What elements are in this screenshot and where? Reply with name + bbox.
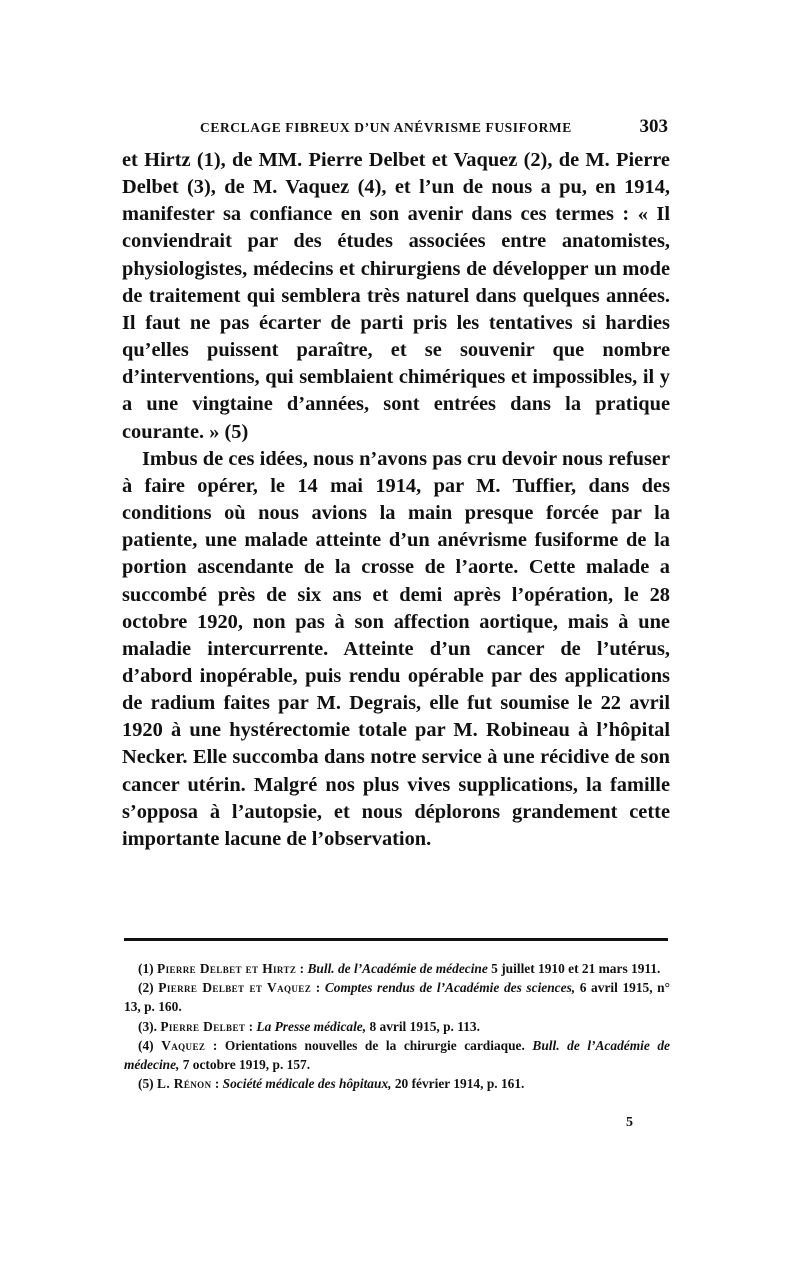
footnote [124, 959, 670, 978]
main-text [122, 147, 670, 853]
paragraph: Imbus de ces idées, nous n’avons pas cru devoir nous refuser à faire opérer, le 14 mai 1914, par M. Tuffier, dans des conditions où nous avions la main presque forcée par la patiente, une malade atteinte d’un anévrisme fusiforme de la portion ascendante de la crosse de l’aorte. Cette malade a succombé près de six ans et demi après l’opération, le 28 octobre 1920, non pas à son affection aortique, mais à une maladie intercurrente. Atteinte d’un cancer de l’utérus, d’abord inopérable, puis rendu opérable par des applications de radium faites par M. Degrais, elle fut soumise le 22 avril 1920 à une hystérectomie totale par M. Robineau à l’hôpital Necker. Elle succomba dans notre service à une récidive de son cancer utérin. Malgré nos plus vives supplications, la famille s’opposa à l’autopsie, et nous déplorons grandement cette importante lacune de l’observation. [122, 447, 670, 850]
footnote-marker: (2) [138, 980, 154, 996]
footnote-separator-text: : [211, 1076, 223, 1092]
page-number: 303 [639, 116, 668, 137]
footnote-details: 5 juillet 1910 et 21 mars 1911. [487, 961, 661, 976]
running-title: CERCLAGE FIBREUX D’UN ANÉVRISME FUSIFORME [200, 120, 572, 135]
footnote-marker: (3). [138, 1018, 157, 1034]
footnote-separator-text: : [296, 961, 308, 976]
footnote [124, 1074, 670, 1093]
footnote-authors: Pierre Delbet [160, 1018, 246, 1034]
footnote-separator-text: : Orientations nouvelles de la chirurgie cardiaque. [205, 1037, 533, 1053]
footnote-source: Bull. de l’Académie de médecine [307, 961, 488, 976]
footnote [124, 1036, 670, 1074]
signature-mark: 5 [626, 1115, 633, 1130]
footnotes [124, 959, 670, 1093]
footnote-marker: (4) [138, 1037, 154, 1053]
footnote-marker: (1) [138, 961, 154, 976]
footnote-authors: Vaquez [161, 1037, 206, 1053]
footnote-source: Bull. de l’Académie de médecine, [124, 1037, 670, 1073]
footnote-details: 20 février 1914, p. 161. [391, 1076, 525, 1092]
footnote-source: La Presse médicale, [256, 1018, 367, 1034]
footnote-details: 7 octobre 1919, p. 157. [179, 1057, 311, 1073]
footnote-source: Société médicale des hôpitaux, [222, 1076, 392, 1092]
footnote-authors: L. Rénon [156, 1076, 212, 1092]
footnote [124, 978, 670, 1016]
footnote-separator-text: : [245, 1018, 257, 1034]
footnote-separator-text: : [311, 980, 325, 996]
footnote-marker: (5) [138, 1076, 154, 1092]
footnote-separator [124, 938, 668, 941]
running-header [200, 116, 668, 140]
footnote-source: Comptes rendus de l’Académie des sciences, [324, 980, 576, 996]
footnote-details: 8 avril 1915, p. 113. [366, 1018, 480, 1034]
footnote-details: 6 avril 1915, n° 13, p. 160. [124, 980, 670, 1015]
paragraph: et Hirtz (1), de MM. Pierre Delbet et Vaquez (2), de M. Pierre Delbet (3), de M. Vaquez (4), et l’un de nous a pu, en 1914, manifester sa confiance en son avenir dans ces termes : « Il conviendrait par des études associées entre anatomistes, physiologistes, médecins et chirurgiens de développer un mode de traitement qui semblera très naturel dans quelques années. Il faut ne pas écarter de parti pris les tentatives si hardies qu’elles puissent paraître, et se souvenir que nombre d’interventions, qui semblaient chimériques et impossibles, il y a une vingtaine d’années, sont entrées dans la pratique courante. » (5) [122, 149, 670, 443]
footnote-authors: Pierre Delbet et Hirtz [156, 961, 297, 976]
footnote [124, 1017, 670, 1036]
footnote-authors: Pierre Delbet et Vaquez [158, 980, 312, 996]
